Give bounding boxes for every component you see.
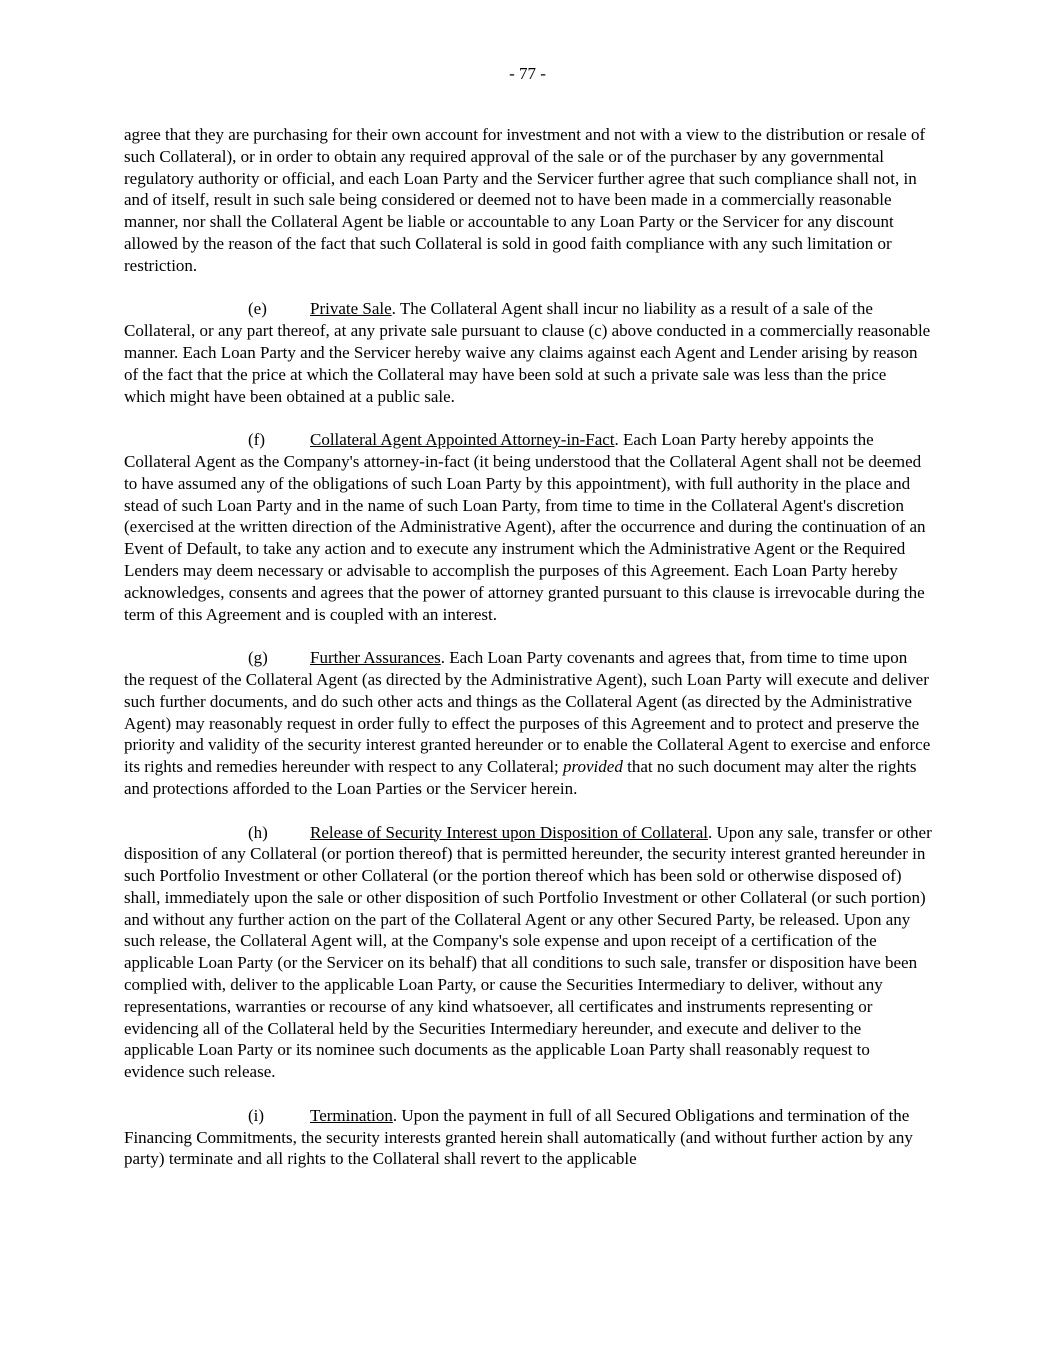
clause-heading-further-assurances: Further Assurances [310, 648, 441, 668]
clause-label-h: (h) [248, 822, 268, 842]
clause-text-i: . Upon the payment in full of all Secured Obligations and termination of the Financing Commitments, the security interests granted herein shall automatically (and without further action by any party) terminate and all rights to the Collateral shall revert to the applicable [124, 1105, 913, 1169]
clause-text-g-after: that no such document may alter the rights and protections afforded to the Loan Parties or the Servicer herein. [124, 757, 917, 798]
paragraph-intro [124, 124, 932, 277]
paragraph-h [124, 822, 932, 1084]
clause-label-i: (i) [248, 1105, 265, 1125]
clause-heading-attorney-in-fact: Collateral Agent Appointed Attorney-in-Fact [310, 430, 615, 450]
clause-heading-termination: Termination [310, 1105, 393, 1125]
page-number: - 77 - [509, 64, 546, 83]
clause-text-h: . Upon any sale, transfer or other disposition of any Collateral (or portion thereof) that is permitted hereunder, the security interest granted hereunder in such Portfolio Investment or other Collateral (or the portion thereof which has been sold or otherwise disposed of) shall, immediately upon the sale or other disposition of such Portfolio Investment or other Collateral (or such portion) and without any further action on the part of the Collateral Agent or any other Secured Party, be released. Upon any such release, the Collateral Agent will, at the Company's sole expense and upon receipt of a certification of the applicable Loan Party (or the Servicer on its behalf) that all conditions to such sale, transfer or disposition have been complied with, deliver to the applicable Loan Party, or cause the Securities Intermediary to deliver, without any representations, warranties or recourse of any kind whatsoever, all certificates and instruments representing or evidencing all of the Collateral held by the Securities Intermediary hereunder, and execute and deliver to the applicable Loan Party or its nominee such documents as the applicable Loan Party shall reasonably request to evidence such release. [124, 822, 932, 1082]
clause-heading-release: Release of Security Interest upon Disposition of Collateral [310, 822, 708, 842]
paragraph-f [124, 429, 932, 625]
clause-text-f: . Each Loan Party hereby appoints the Collateral Agent as the Company's attorney-in-fact (it being understood that the Collateral Agent shall not be deemed to have assumed any of the obligations of such Loan Party by this appointment), with full authority in the place and stead of such Loan Party and in the name of such Loan Party, from time to time in the Collateral Agent's discretion (exercised at the written direction of the Administrative Agent), after the occurrence and during the continuation of an Event of Default, to take any action and to execute any instrument which the Administrative Agent or the Required Lenders may deem necessary or advisable to accomplish the purposes of this Agreement. Each Loan Party hereby acknowledges, consents and agrees that the power of attorney granted pursuant to this clause is irrevocable during the term of this Agreement and is coupled with an interest. [124, 430, 926, 624]
clause-text-e: . The Collateral Agent shall incur no liability as a result of a sale of the Collateral, or any part thereof, at any private sale pursuant to clause (c) above conducted in a commercially reasonable manner. Each Loan Party and the Servicer hereby waive any claims against each Agent and Lender arising by reason of the fact that the price at which the Collateral may have been sold at such a private sale was less than the price which might have been obtained at a public sale. [124, 299, 931, 406]
clause-label-g: (g) [248, 648, 268, 668]
document-body [124, 124, 932, 1192]
clause-label-e: (e) [248, 299, 267, 319]
paragraph-g [124, 647, 932, 800]
clause-text-g-before: . Each Loan Party covenants and agrees that, from time to time upon the request of the Collateral Agent (as directed by the Administrative Agent), such Loan Party will execute and deliver such further documents, and do such other acts and things as the Collateral Agent (as directed by the Administrative Agent) may reasonably request in order fully to effect the purposes of this Agreement and to protect and preserve the priority and validity of the security interest granted hereunder or to enable the Collateral Agent to exercise and enforce its rights and remedies hereunder with respect to any Collateral; [124, 648, 931, 777]
clause-label-f: (f) [248, 430, 265, 450]
clause-heading-private-sale: Private Sale [310, 299, 392, 319]
clause-text-g-italic: provided [563, 757, 623, 777]
paragraph-intro-text: agree that they are purchasing for their own account for investment and not with a view to the distribution or resale of such Collateral), or in order to obtain any required approval of the sale or of the purchaser by any governmental regulatory authority or official, and each Loan Party and the Servicer further agree that such compliance shall not, in and of itself, result in such sale being considered or deemed not to have been made in a commercially reasonable manner, nor shall the Collateral Agent be liable or accountable to any Loan Party or the Servicer for any discount allowed by the reason of the fact that such Collateral is sold in good faith compliance with any such limitation or restriction. [124, 125, 926, 275]
paragraph-i [124, 1105, 932, 1170]
paragraph-e [124, 298, 932, 407]
